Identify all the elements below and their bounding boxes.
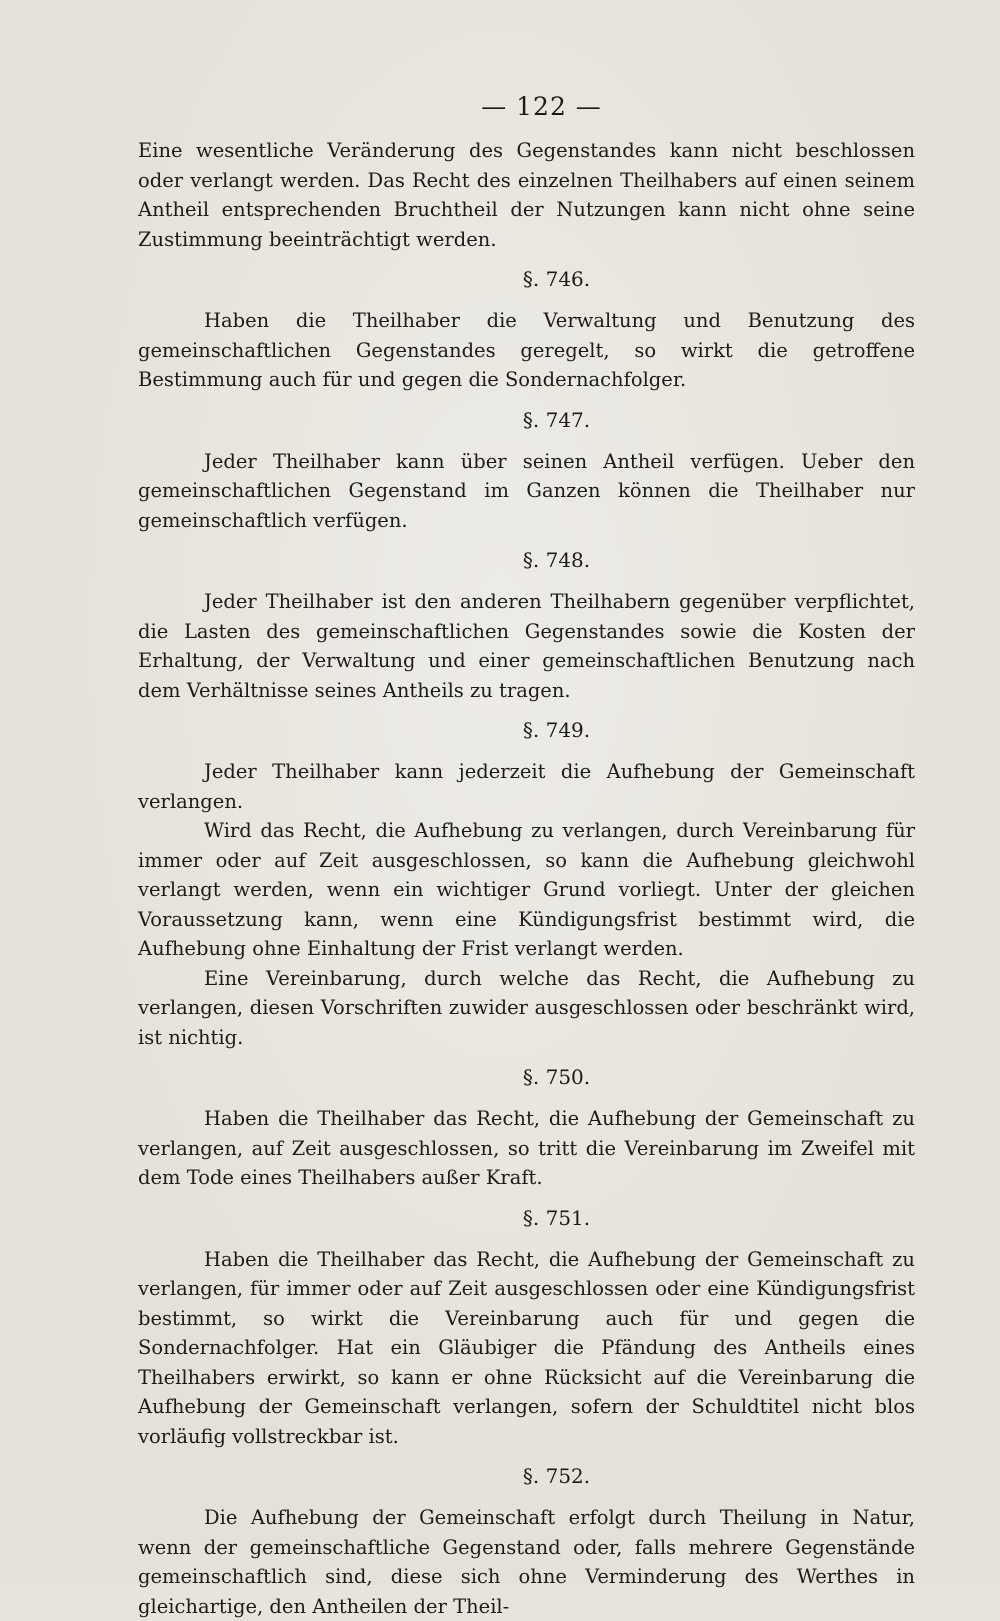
page-number: — 122 — — [481, 92, 602, 121]
section-heading: §. 749. — [522, 718, 591, 742]
section-heading: §. 751. — [522, 1205, 591, 1230]
section-747 — [138, 405, 915, 536]
section-752 — [138, 1461, 915, 1621]
section-continuation — [138, 136, 915, 254]
paragraph: Eine wesentliche Veränderung des Gegenstandes kann nicht beschlossen oder verlangt werden. Das Recht des einzelnen Theilhabers auf einen seinem Antheil entsprechenden Bruchtheil der Nutzungen kann nicht ohne seine Zustimmung beeinträchtigt werden. — [138, 139, 915, 251]
section-751 — [138, 1203, 915, 1452]
paragraph: Jeder Theilhaber kann über seinen Antheil verfügen. Ueber den gemeinschaftlichen Gegenstand im Ganzen können die Theilhaber nur gemeinschaftlich verfügen. — [138, 449, 915, 532]
section-heading: §. 748. — [522, 548, 591, 572]
section-750 — [138, 1062, 915, 1193]
paragraph: Haben die Theilhaber die Verwaltung und Benutzung des gemeinschaftlichen Gegenstandes geregelt, so wirkt die getroffene Bestimmung auch für und gegen die Sondernachfolger. — [138, 309, 915, 391]
paragraph: Jeder Theilhaber ist den anderen Theilhabern gegenüber verpflichtet, die Lasten des gemeinschaftlichen Gegenstandes sowie die Kosten der Erhaltung, der Verwaltung und einer gemeinschaftlichen Benutzung nach dem Verhältnisse seines Antheils zu tragen. — [138, 590, 915, 702]
section-748 — [138, 545, 915, 705]
paragraph: Jeder Theilhaber kann jederzeit die Aufhebung der Gemeinschaft verlangen. — [138, 760, 915, 813]
section-heading: §. 746. — [522, 267, 591, 291]
section-746 — [138, 264, 915, 395]
section-heading: §. 747. — [522, 407, 591, 432]
paragraph: Haben die Theilhaber das Recht, die Aufhebung der Gemeinschaft zu verlangen, für immer oder auf Zeit ausgeschlossen oder eine Kündigungsfrist bestimmt, so wirkt die Vereinbarung auch für und gegen die Sondernachfolger. Hat ein Gläubiger die Pfändung des Antheils eines Theilhabers erwirkt, so kann er ohne Rücksicht auf die Vereinbarung die Aufhebung der Gemeinschaft verlangen, sofern der Schuldtitel nicht blos vorläufig vollstreckbar ist. — [138, 1247, 915, 1448]
section-749 — [138, 715, 915, 1052]
paragraph: Eine Vereinbarung, durch welche das Recht, die Aufhebung zu verlangen, diesen Vorschriften zuwider ausgeschlossen oder beschränkt wird, ist nichtig. — [138, 966, 915, 1049]
paragraph: Wird das Recht, die Aufhebung zu verlangen, durch Vereinbarung für immer oder auf Zeit ausgeschlossen, so kann die Aufhebung gleichwohl verlangt werden, wenn ein wichtiger Grund vorliegt. Unter der gleichen Voraussetzung kann, wenn eine Kündigungsfrist bestimmt wird, die Aufhebung ohne Einhaltung der Frist verlangt werden. — [138, 819, 915, 960]
paragraph: Die Aufhebung der Gemeinschaft erfolgt durch Theilung in Natur, wenn der gemeinschaftliche Gegenstand oder, falls mehrere Gegenstände gemeinschaftlich sind, diese sich ohne Verminderung des Werthes in gleichartige, den Antheilen der Theil- — [138, 1506, 915, 1618]
paragraph: Haben die Theilhaber das Recht, die Aufhebung der Gemeinschaft zu verlangen, auf Zeit ausgeschlossen, so tritt die Vereinbarung im Zweifel mit dem Tode eines Theilhabers außer Kraft. — [138, 1107, 915, 1189]
section-heading: §. 750. — [522, 1065, 591, 1089]
section-heading: §. 752. — [522, 1464, 591, 1488]
